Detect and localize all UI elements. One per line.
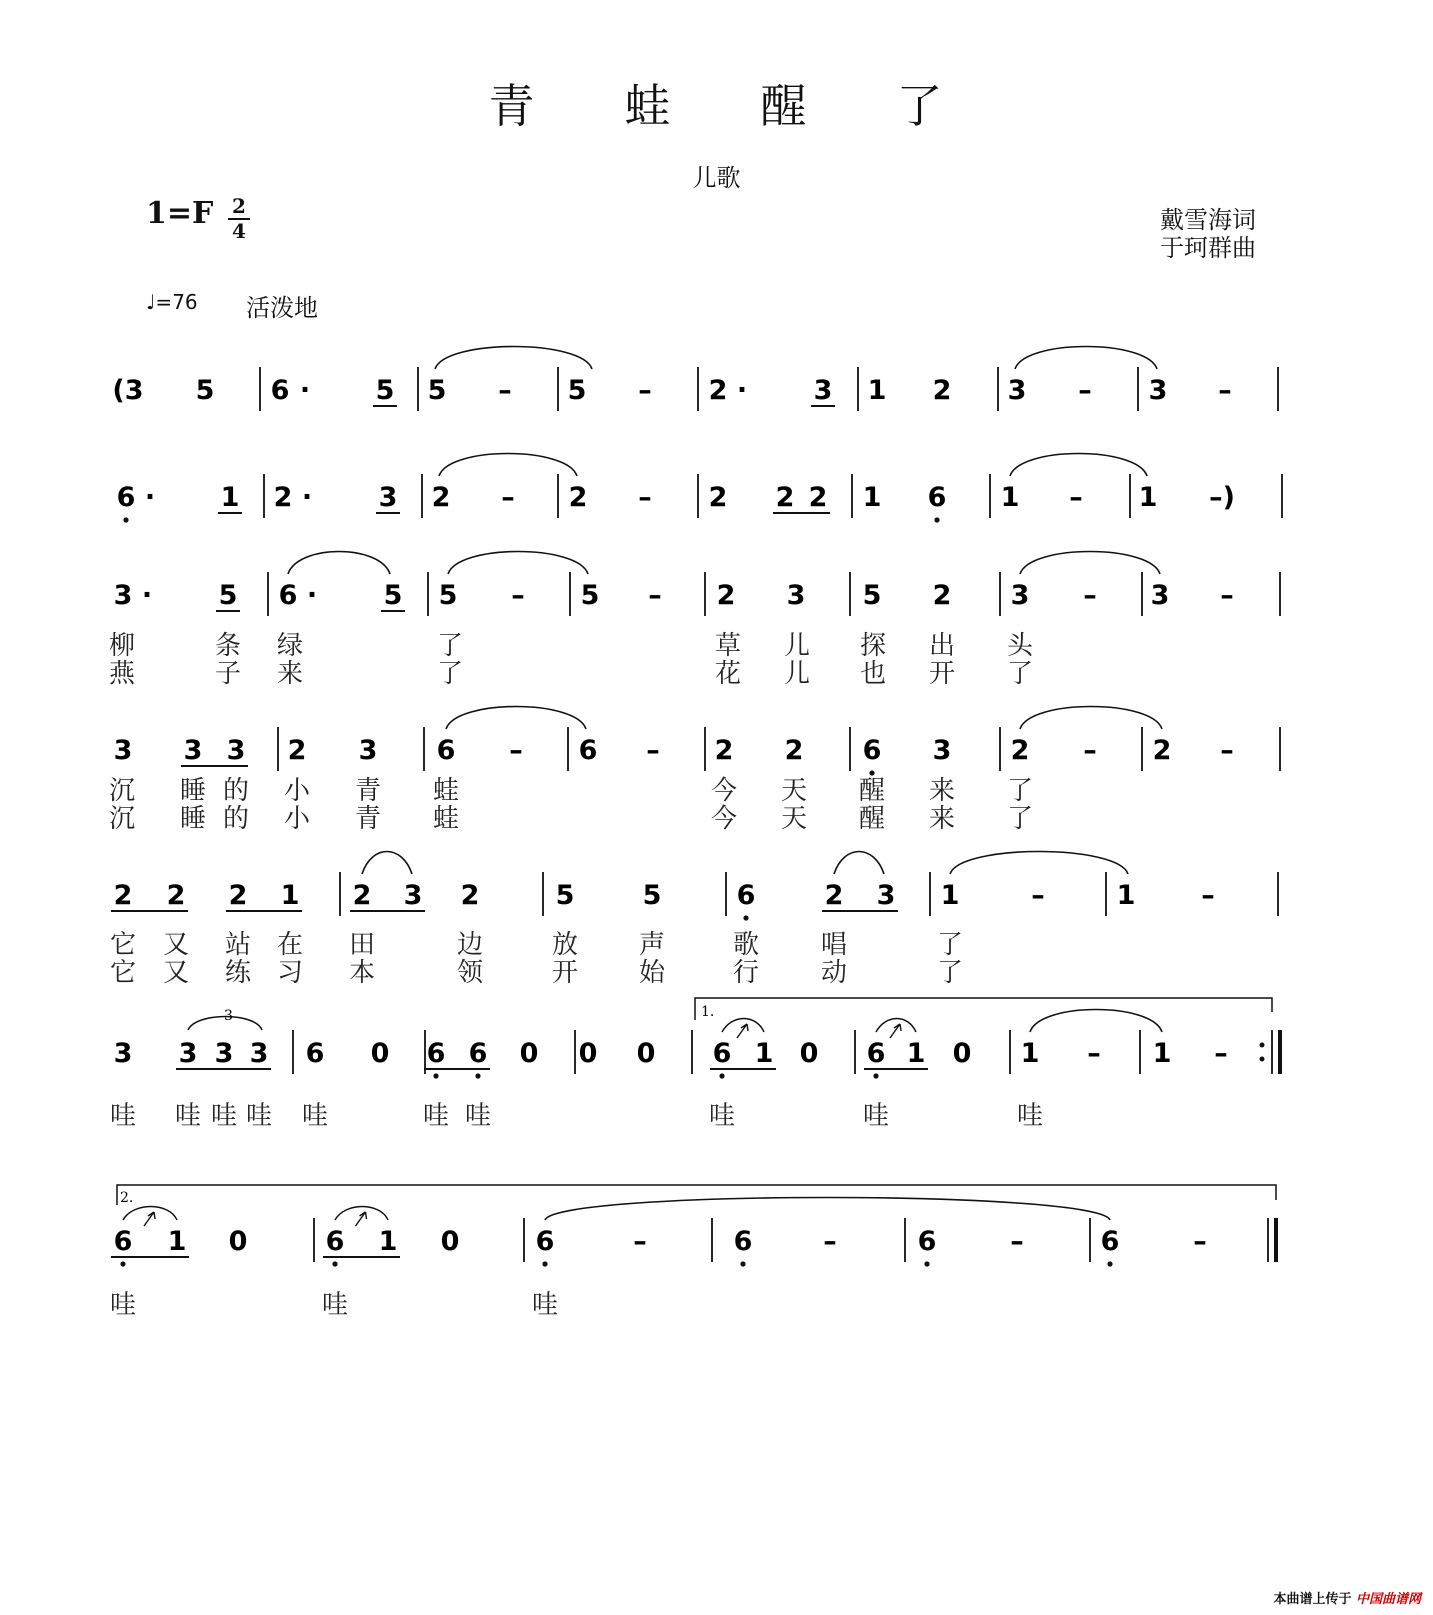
lyric-char: 哇 <box>245 1101 273 1131</box>
lyric-char: 又 <box>162 930 190 960</box>
note: 3 <box>249 1038 269 1069</box>
lyric-char: 睡 <box>179 776 207 806</box>
note: · <box>141 580 153 611</box>
note: 0 <box>636 1038 656 1069</box>
note: 0 <box>228 1226 248 1257</box>
note: 2 <box>784 735 804 766</box>
lyric-char: 本 <box>348 958 376 988</box>
note: 6 <box>436 735 456 766</box>
tempo-marking: ♩=76 <box>146 290 198 314</box>
low-octave-dot <box>869 770 874 775</box>
note: – <box>1031 880 1045 911</box>
lyric-char: 来 <box>928 804 956 834</box>
lyric-char: 哇 <box>862 1101 890 1131</box>
note: – <box>646 735 660 766</box>
note: 6 <box>736 880 756 911</box>
note: 5 <box>427 375 447 406</box>
note: – <box>633 1226 647 1257</box>
note: 3 <box>183 735 203 766</box>
volta-2-label: 2. <box>120 1190 134 1206</box>
bend-arrow <box>144 1212 155 1226</box>
tie-arc <box>950 852 1128 875</box>
note: 2 <box>824 880 844 911</box>
tie-arc <box>1015 347 1157 370</box>
lyric-char: 出 <box>928 631 956 661</box>
note: 6 <box>927 482 947 513</box>
note: – <box>1087 1038 1101 1069</box>
low-octave-dot <box>934 517 939 522</box>
lyric-char: 练 <box>224 958 252 988</box>
lyric-char: 哇 <box>109 1101 137 1131</box>
tie-arc <box>834 852 884 875</box>
note: 5 <box>375 375 395 406</box>
footer-watermark <box>1273 1588 1421 1607</box>
low-octave-dot <box>924 1261 929 1266</box>
note: 5 <box>555 880 575 911</box>
note: 1 <box>167 1226 187 1257</box>
footer-prefix: 本曲谱上传于 <box>1273 1592 1352 1607</box>
tie-arc <box>1030 1010 1162 1033</box>
note: 5 <box>438 580 458 611</box>
note: 0 <box>952 1038 972 1069</box>
lyric-char: 哇 <box>464 1101 492 1131</box>
note: 1 <box>1020 1038 1040 1069</box>
note: 6 <box>270 375 290 406</box>
lyric-char: 歌 <box>732 930 760 960</box>
lyric-char: 睡 <box>179 804 207 834</box>
lyric-char: 哇 <box>210 1101 238 1131</box>
note: 2 <box>932 375 952 406</box>
lyric-char: 青 <box>354 804 382 834</box>
note: 3 <box>214 1038 234 1069</box>
lyric-char: 声 <box>638 930 666 960</box>
note: 6 <box>305 1038 325 1069</box>
note: – <box>1010 1226 1024 1257</box>
lyric-char: 哇 <box>531 1290 559 1320</box>
lyric-char: 哇 <box>1016 1101 1044 1131</box>
note: 1 <box>1116 880 1136 911</box>
time-signature-bottom: 4 <box>232 219 246 243</box>
note: 6 <box>1100 1226 1120 1257</box>
repeat-dot <box>1260 1043 1265 1048</box>
note: – <box>1083 735 1097 766</box>
lyric-char: 醒 <box>858 776 886 806</box>
note: 5 <box>580 580 600 611</box>
note: 5 <box>218 580 238 611</box>
note: 5 <box>567 375 587 406</box>
volta-1-bracket <box>695 998 1272 1020</box>
lyric-char: 哇 <box>321 1290 349 1320</box>
note: – <box>509 735 523 766</box>
note: 0 <box>519 1038 539 1069</box>
note: 0 <box>370 1038 390 1069</box>
note: – <box>1078 375 1092 406</box>
lyric-char: 条 <box>214 631 242 661</box>
note: 2 <box>708 375 728 406</box>
bend-arrow <box>890 1024 901 1038</box>
note: 2 <box>775 482 795 513</box>
note: 6 <box>426 1038 446 1069</box>
lyric-char: 它 <box>109 930 137 960</box>
lyric-char: 小 <box>283 776 311 806</box>
title-char: 了 <box>896 79 945 133</box>
note: · <box>736 375 748 406</box>
lyric-char: 花 <box>714 659 742 689</box>
lyric-char: 绿 <box>276 631 304 661</box>
tie-arc <box>288 552 390 575</box>
lyric-char: 行 <box>732 958 760 988</box>
note: 1 <box>867 375 887 406</box>
note: 6 <box>535 1226 555 1257</box>
note: – <box>638 482 652 513</box>
note: 3 <box>113 735 133 766</box>
note: 5 <box>862 580 882 611</box>
lyric-char: 哇 <box>708 1101 736 1131</box>
lyric-char: 草 <box>714 631 742 661</box>
lyric-char: 醒 <box>858 804 886 834</box>
lyric-char: 哇 <box>174 1101 202 1131</box>
note: · <box>301 482 313 513</box>
lyric-char: 的 <box>222 804 250 834</box>
note: 2 <box>708 482 728 513</box>
lyric-char: 头 <box>1006 631 1034 661</box>
note: 1 <box>280 880 300 911</box>
note: – <box>648 580 662 611</box>
lyric-char: 田 <box>348 930 376 960</box>
tie-arc <box>545 1198 1110 1221</box>
note: 2 <box>431 482 451 513</box>
lyric-char: 探 <box>859 631 887 661</box>
note: 0 <box>799 1038 819 1069</box>
note: 3 <box>1150 580 1170 611</box>
lyricist-credit: 戴雪海词 <box>1160 206 1256 234</box>
low-octave-dot <box>542 1261 547 1266</box>
note: 3 <box>358 735 378 766</box>
note: 0 <box>440 1226 460 1257</box>
note: 3 <box>1007 375 1027 406</box>
lyric-char: 哇 <box>301 1101 329 1131</box>
volta-2-bracket <box>117 1185 1276 1205</box>
tie-arc <box>1010 454 1147 477</box>
lyric-char: 站 <box>224 930 252 960</box>
note: 1 <box>754 1038 774 1069</box>
note: · <box>144 482 156 513</box>
note: – <box>1083 580 1097 611</box>
note: 2 <box>932 580 952 611</box>
note: 1 <box>220 482 240 513</box>
lyric-char: 天 <box>780 776 808 806</box>
title-char: 青 <box>488 79 537 133</box>
lyric-char: 始 <box>638 958 666 988</box>
lyric-char: 唱 <box>820 930 848 960</box>
lyric-char: 青 <box>354 776 382 806</box>
note: 2 <box>1010 735 1030 766</box>
note: 1 <box>1152 1038 1172 1069</box>
note: 1 <box>1138 482 1158 513</box>
lyric-char: 开 <box>551 958 579 988</box>
low-octave-dot <box>123 517 128 522</box>
low-octave-dot <box>719 1073 724 1078</box>
lyric-char: 在 <box>276 930 304 960</box>
time-signature-top: 2 <box>232 194 246 218</box>
note: · <box>306 580 318 611</box>
note: 6 <box>712 1038 732 1069</box>
expression-marking: 活泼地 <box>246 294 318 322</box>
note: 3 <box>876 880 896 911</box>
note: 2 <box>568 482 588 513</box>
triplet-number: 3 <box>224 1008 233 1024</box>
tie-arc <box>1020 707 1162 730</box>
lyric-char: 边 <box>456 930 484 960</box>
note: 2 <box>1152 735 1172 766</box>
lyric-char: 它 <box>109 958 137 988</box>
note: 3 <box>786 580 806 611</box>
note: 3 <box>932 735 952 766</box>
lyric-char: 也 <box>859 659 887 689</box>
note: 1 <box>906 1038 926 1069</box>
lyric-char: 的 <box>222 776 250 806</box>
note: 2 <box>352 880 372 911</box>
lyric-char: 哇 <box>422 1101 450 1131</box>
note: 1 <box>378 1226 398 1257</box>
note: 6 <box>733 1226 753 1257</box>
note: 3 <box>813 375 833 406</box>
lyric-char: 子 <box>214 659 242 689</box>
lyric-char: 领 <box>456 958 484 988</box>
volta-1-label: 1. <box>701 1004 715 1020</box>
note: 1 <box>1000 482 1020 513</box>
note: – <box>1220 580 1234 611</box>
lyric-char: 了 <box>436 659 464 689</box>
tie-arc <box>362 852 412 875</box>
low-octave-dot <box>475 1073 480 1078</box>
note: 2 <box>113 880 133 911</box>
note: 2 <box>460 880 480 911</box>
lyric-char: 沉 <box>108 804 136 834</box>
note: 2 <box>714 735 734 766</box>
title-char: 醒 <box>760 79 809 133</box>
repeat-dot <box>1260 1057 1265 1062</box>
note: – <box>501 482 515 513</box>
lyric-char: 沉 <box>108 776 136 806</box>
low-octave-dot <box>743 915 748 920</box>
note: · <box>299 375 311 406</box>
low-octave-dot <box>1107 1261 1112 1266</box>
note: 3 <box>1148 375 1168 406</box>
note: – <box>1218 375 1232 406</box>
note: 3 <box>378 482 398 513</box>
note: 6 <box>917 1226 937 1257</box>
note: 6 <box>578 735 598 766</box>
lyric-char: 了 <box>1006 659 1034 689</box>
note: 3 <box>226 735 246 766</box>
note: 2 <box>808 482 828 513</box>
tie-arc <box>439 454 577 477</box>
lyric-char: 儿 <box>783 631 811 661</box>
lyric-char: 了 <box>936 930 964 960</box>
bend-arrow <box>737 1024 748 1038</box>
note: – <box>1201 880 1215 911</box>
lyric-char: 儿 <box>783 659 811 689</box>
note: 6 <box>278 580 298 611</box>
low-octave-dot <box>873 1073 878 1078</box>
tie-arc <box>435 347 592 370</box>
lyric-char: 柳 <box>108 631 136 661</box>
note: – <box>1069 482 1083 513</box>
lyric-char: 了 <box>1006 776 1034 806</box>
lyric-char: 燕 <box>108 659 136 689</box>
note: – <box>823 1226 837 1257</box>
note: 3 <box>403 880 423 911</box>
title-char: 蛙 <box>624 79 673 133</box>
note: 2 <box>166 880 186 911</box>
lyric-char: 今 <box>710 776 738 806</box>
note: (3 <box>112 375 144 406</box>
note: 2 <box>716 580 736 611</box>
note: 2 <box>273 482 293 513</box>
note: 5 <box>383 580 403 611</box>
composer-credit: 于珂群曲 <box>1160 234 1256 262</box>
low-octave-dot <box>332 1261 337 1266</box>
low-octave-dot <box>740 1261 745 1266</box>
tie-arc <box>1020 552 1160 575</box>
note: – <box>638 375 652 406</box>
note: 1 <box>940 880 960 911</box>
note: –) <box>1209 482 1235 513</box>
note: 6 <box>116 482 136 513</box>
note: 2 <box>287 735 307 766</box>
footer-site-logo: 中国曲谱网 <box>1355 1592 1421 1607</box>
lyric-char: 来 <box>276 659 304 689</box>
note: 3 <box>1010 580 1030 611</box>
lyric-char: 蛙 <box>432 776 460 806</box>
note: 2 <box>228 880 248 911</box>
note: – <box>511 580 525 611</box>
note: 3 <box>113 1038 133 1069</box>
key-signature: 1=F <box>146 196 214 231</box>
lyric-char: 又 <box>162 958 190 988</box>
lyric-char: 天 <box>780 804 808 834</box>
note: 5 <box>642 880 662 911</box>
note: 6 <box>113 1226 133 1257</box>
low-octave-dot <box>433 1073 438 1078</box>
lyric-char: 开 <box>928 659 956 689</box>
note: 6 <box>862 735 882 766</box>
lyric-char: 小 <box>283 804 311 834</box>
note: 6 <box>468 1038 488 1069</box>
lyric-char: 习 <box>276 958 304 988</box>
note: 3 <box>113 580 133 611</box>
lyric-char: 了 <box>1006 804 1034 834</box>
note: 0 <box>578 1038 598 1069</box>
low-octave-dot <box>120 1261 125 1266</box>
lyric-char: 了 <box>936 958 964 988</box>
lyric-char: 动 <box>820 958 848 988</box>
note: 6 <box>325 1226 345 1257</box>
tie-arc <box>448 552 588 575</box>
lyric-char: 今 <box>710 804 738 834</box>
note: – <box>1220 735 1234 766</box>
lyric-char: 放 <box>551 930 579 960</box>
tie-arc <box>446 707 586 730</box>
note: 6 <box>866 1038 886 1069</box>
note: – <box>1214 1038 1228 1069</box>
note: 3 <box>178 1038 198 1069</box>
note: – <box>1193 1226 1207 1257</box>
bend-arrow <box>356 1212 367 1226</box>
note: – <box>498 375 512 406</box>
note: 1 <box>862 482 882 513</box>
lyric-char: 哇 <box>109 1290 137 1320</box>
lyric-char: 蛙 <box>432 804 460 834</box>
lyric-char: 了 <box>436 631 464 661</box>
genre-label: 儿歌 <box>692 164 741 192</box>
note: 5 <box>195 375 215 406</box>
lyric-char: 来 <box>928 776 956 806</box>
